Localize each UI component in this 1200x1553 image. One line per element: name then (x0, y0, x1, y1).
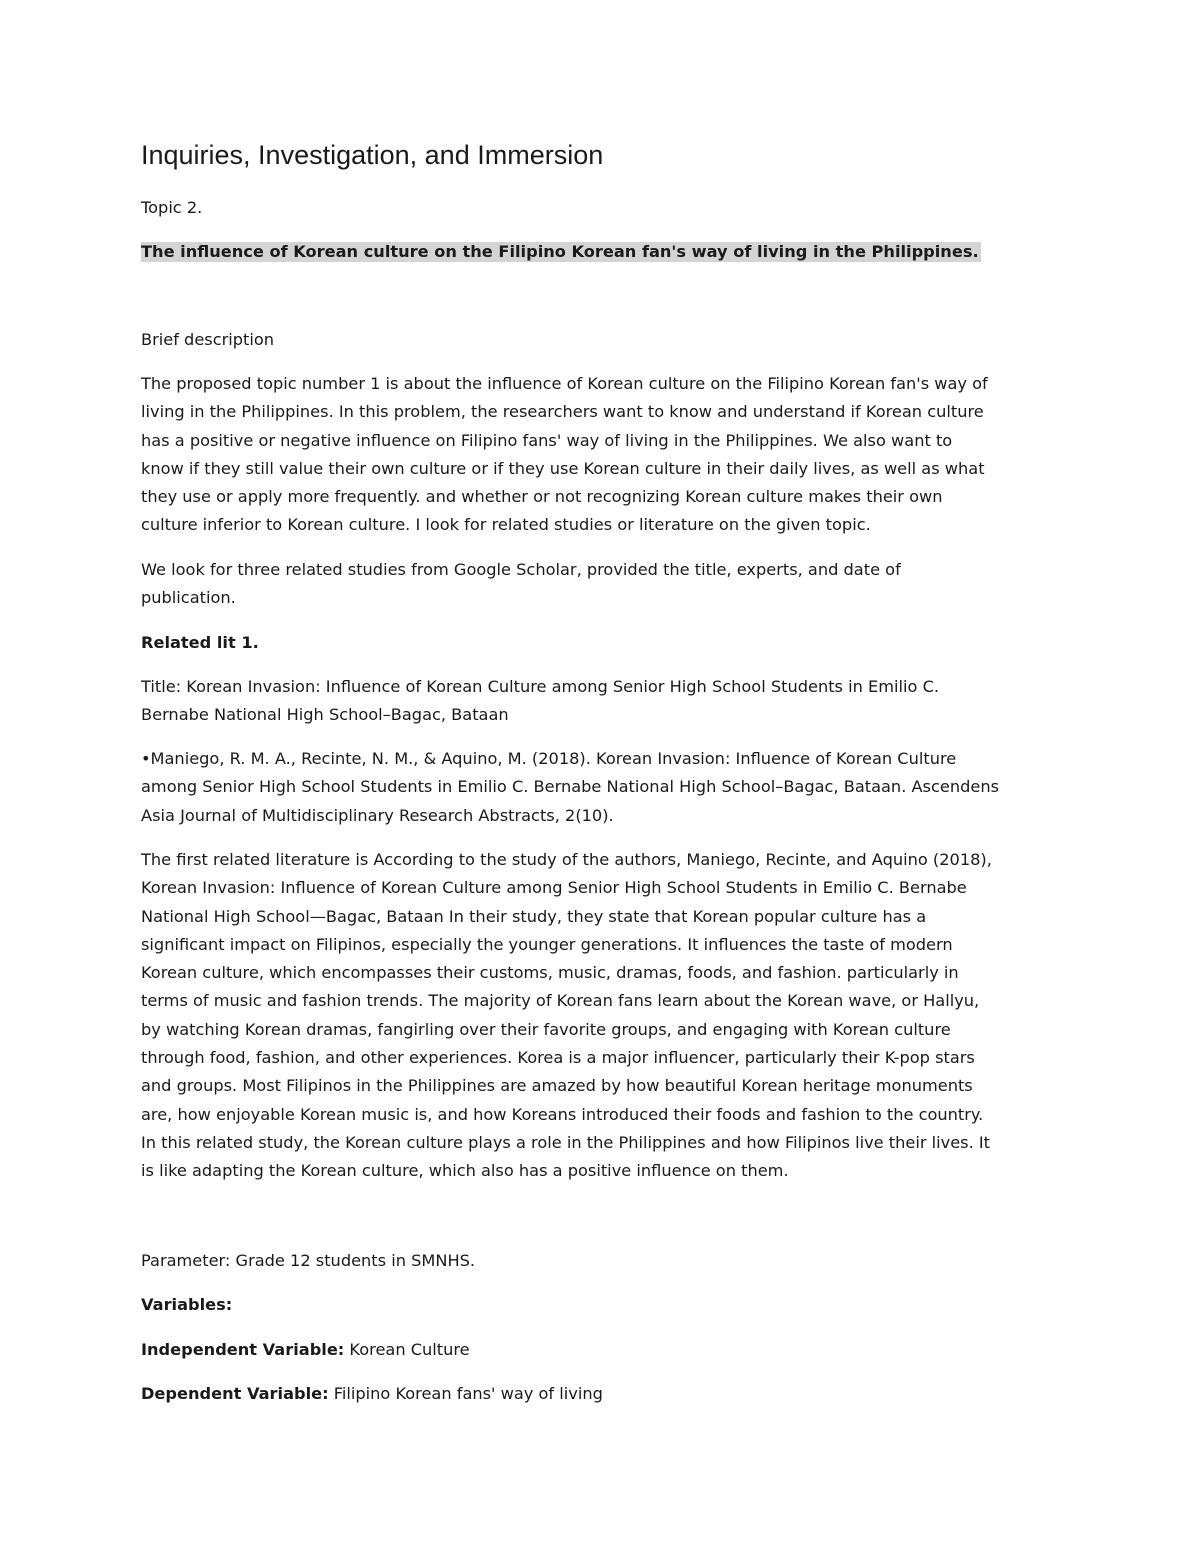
topic-label: Topic 2. (141, 198, 203, 217)
paragraph-line: has a positive or negative influence on Filipino fans' way of living in the Philippines. We also want to (141, 430, 953, 450)
paragraph-line: culture inferior to Korean culture. I look for related studies or literature on the given topic. (141, 515, 871, 535)
paragraph-line: among Senior High School Students in Emilio C. Bernabe National High School–Bagac, Bataan. Ascendens (141, 777, 1000, 797)
review-paragraph (141, 846, 1061, 1186)
independent-variable-value: Korean Culture (344, 1340, 470, 1359)
paragraph-line: Bernabe National High School–Bagac, Bataan (141, 705, 509, 725)
paragraph-line: are, how enjoyable Korean music is, and how Koreans introduced their foods and fashion to the country. (141, 1104, 984, 1124)
paragraph-line: they use or apply more frequently. and whether or not recognizing Korean culture makes their own (141, 487, 943, 507)
parameter-line: Parameter: Grade 12 students in SMNHS. (141, 1251, 476, 1270)
brief-description-paragraph (141, 370, 1061, 540)
dependent-variable-value: Filipino Korean fans' way of living (328, 1384, 603, 1403)
search-paragraph (141, 556, 1061, 613)
paragraph-line: Korean culture, which encompasses their customs, music, dramas, foods, and fashion. particularly in (141, 963, 959, 983)
paragraph-line: Korean Invasion: Influence of Korean Culture among Senior High School Students in Emilio C. Bernabe (141, 878, 967, 898)
dependent-variable-line (141, 1380, 1061, 1408)
dependent-variable-label: Dependent Variable: (141, 1384, 329, 1403)
paragraph-line: In this related study, the Korean culture plays a role in the Philippines and how Filipinos live their lives. It (141, 1132, 991, 1152)
independent-variable-line (141, 1336, 1061, 1364)
paragraph-line: by watching Korean dramas, fangirling over their favorite groups, and engaging with Korean culture (141, 1019, 951, 1039)
paragraph-line: significant impact on Filipinos, especially the younger generations. It influences the taste of modern (141, 934, 953, 954)
paragraph-line: publication. (141, 588, 236, 608)
independent-variable-label: Independent Variable: (141, 1340, 345, 1359)
lit-title-paragraph (141, 673, 1061, 730)
topic-statement-paragraph (141, 238, 1061, 266)
paragraph-line: Title: Korean Invasion: Influence of Korean Culture among Senior High School Students in Emilio C. (141, 677, 940, 696)
paragraph-line: Asia Journal of Multidisciplinary Research Abstracts, 2(10). (141, 805, 614, 825)
topic-statement: The influence of Korean culture on the Filipino Korean fan's way of living in the Philippines. (141, 242, 979, 261)
paragraph-line: The first related literature is According to the study of the authors, Maniego, Recinte, and Aquino (2018), (141, 850, 992, 869)
paragraph-line: The proposed topic number 1 is about the influence of Korean culture on the Filipino Korean fan's way of (141, 374, 988, 393)
paragraph-line: and groups. Most Filipinos in the Philippines are amazed by how beautiful Korean heritage monuments (141, 1076, 973, 1096)
brief-description-heading: Brief description (141, 330, 275, 349)
paragraph-line: National High School—Bagac, Bataan In their study, they state that Korean popular culture has a (141, 906, 927, 926)
paragraph-line: We look for three related studies from Google Scholar, provided the title, experts, and date of (141, 560, 901, 579)
variables-heading: Variables: (141, 1295, 233, 1314)
related-lit-heading: Related lit 1. (141, 633, 259, 652)
document-title: Inquiries, Investigation, and Immersion (141, 140, 604, 170)
paragraph-line: is like adapting the Korean culture, which also has a positive influence on them. (141, 1161, 789, 1181)
paragraph-line: know if they still value their own culture or if they use Korean culture in their daily lives, as well as what (141, 458, 985, 478)
paragraph-line: •Maniego, R. M. A., Recinte, N. M., & Aquino, M. (2018). Korean Invasion: Influence of Korean Culture (141, 749, 957, 768)
citation-paragraph (141, 745, 1061, 830)
paragraph-line: living in the Philippines. In this problem, the researchers want to know and understand if Korean culture (141, 402, 984, 422)
paragraph-line: through food, fashion, and other experiences. Korea is a major influencer, particularly their K-pop stars (141, 1048, 975, 1068)
paragraph-line: terms of music and fashion trends. The majority of Korean fans learn about the Korean wave, or Hallyu, (141, 991, 980, 1011)
